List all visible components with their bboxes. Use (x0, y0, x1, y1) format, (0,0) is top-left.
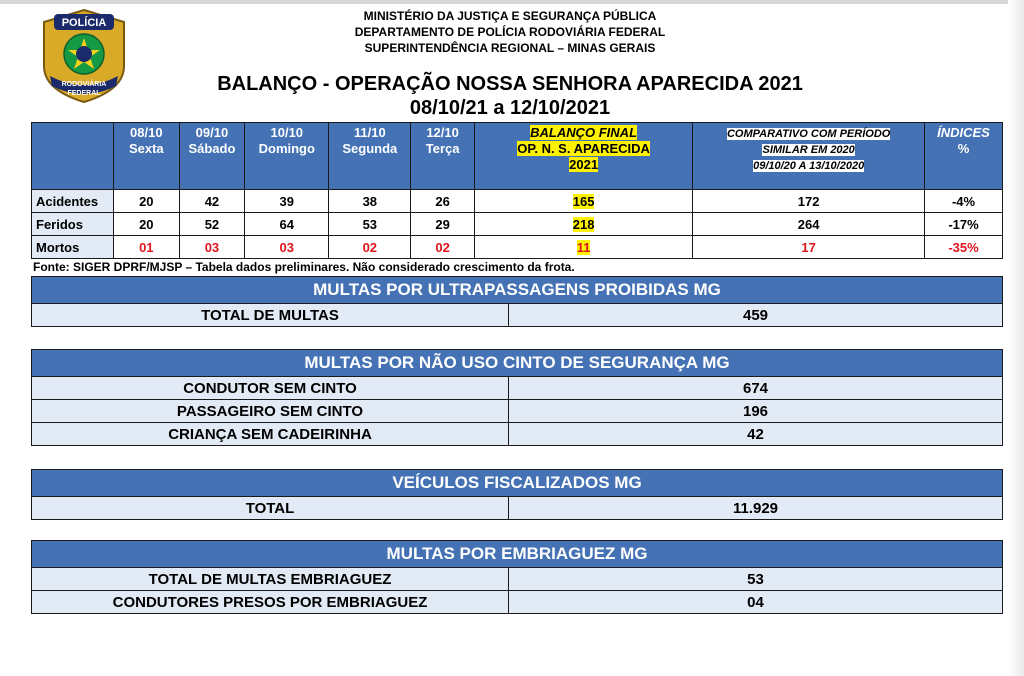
day-value: 38 (329, 190, 411, 213)
day-value: 29 (411, 213, 475, 236)
row-label: PASSAGEIRO SEM CINTO (32, 400, 509, 423)
index-value: -4% (925, 190, 1003, 213)
table-row (32, 591, 1003, 614)
stats-header-row (32, 123, 1003, 190)
table-row (32, 236, 1003, 259)
row-value: 196 (509, 400, 1003, 423)
day-value: 42 (179, 190, 245, 213)
report-title (150, 72, 870, 120)
index-header: ÍNDICES % (925, 123, 1003, 190)
day-value: 64 (245, 213, 329, 236)
row-label: CRIANÇA SEM CADEIRINHA (32, 423, 509, 446)
row-label: TOTAL (32, 497, 509, 520)
header-line-2: DEPARTAMENTO DE POLÍCIA RODOVIÁRIA FEDERAL (354, 25, 666, 39)
table-row (32, 568, 1003, 591)
title-text: BALANÇO - OPERAÇÃO NOSSA SENHORA APARECIDA 2021 (217, 73, 803, 95)
row-label: Mortos (32, 236, 114, 259)
day-value: 20 (114, 190, 180, 213)
day-value: 02 (411, 236, 475, 259)
table-row (32, 400, 1003, 423)
day-header: 11/10 Segunda (329, 123, 411, 190)
table-row (32, 304, 1003, 327)
source-note: Fonte: SIGER DPRF/MJSP – Tabela dados preliminares. Não considerado crescimento da frota. (33, 260, 575, 274)
table-row (32, 497, 1003, 520)
comparison-value: 264 (693, 213, 925, 236)
period-text: 08/10/21 a 12/10/2021 (409, 97, 611, 119)
comparison-header: COMPARATIVO COM PERÍODO SIMILAR EM 2020 09/10/20 A 13/10/2020 (693, 123, 925, 190)
section-title: MULTAS POR EMBRIAGUEZ MG (32, 541, 1003, 568)
section-inspected-vehicles (31, 469, 1003, 520)
prf-badge-logo (40, 8, 128, 104)
day-header: 08/10 Sexta (114, 123, 180, 190)
section-seatbelt-fines (31, 349, 1003, 446)
section-overtaking-fines (31, 276, 1003, 327)
header-line-1: MINISTÉRIO DA JUSTIÇA E SEGURANÇA PÚBLICA (363, 9, 657, 23)
table-row (32, 423, 1003, 446)
day-value: 52 (179, 213, 245, 236)
day-value: 53 (329, 213, 411, 236)
section-drunk-driving-fines (31, 540, 1003, 614)
day-value: 26 (411, 190, 475, 213)
row-value: 42 (509, 423, 1003, 446)
row-label: Feridos (32, 213, 114, 236)
ministry-header (300, 8, 720, 56)
table-row (32, 377, 1003, 400)
day-value: 01 (114, 236, 180, 259)
top-edge (0, 0, 1024, 4)
day-header: 12/10 Terça (411, 123, 475, 190)
comparison-value: 17 (693, 236, 925, 259)
svg-text:FEDERAL: FEDERAL (67, 90, 101, 97)
final-value: 218 (474, 213, 692, 236)
day-header: 10/10 Domingo (245, 123, 329, 190)
header-line-3: SUPERINTENDÊNCIA REGIONAL – MINAS GERAIS (364, 41, 656, 55)
final-value: 165 (474, 190, 692, 213)
row-value: 674 (509, 377, 1003, 400)
comparison-value: 172 (693, 190, 925, 213)
row-label: Acidentes (32, 190, 114, 213)
day-value: 20 (114, 213, 180, 236)
row-label: TOTAL DE MULTAS (32, 304, 509, 327)
row-label: CONDUTORES PRESOS POR EMBRIAGUEZ (32, 591, 509, 614)
row-label: CONDUTOR SEM CINTO (32, 377, 509, 400)
section-title: MULTAS POR ULTRAPASSAGENS PROIBIDAS MG (32, 277, 1003, 304)
daily-stats-table (31, 122, 1003, 259)
day-value: 39 (245, 190, 329, 213)
final-value: 11 (474, 236, 692, 259)
day-value: 03 (179, 236, 245, 259)
day-value: 03 (245, 236, 329, 259)
svg-text:RODOVIÁRIA: RODOVIÁRIA (61, 81, 107, 88)
table-row (32, 190, 1003, 213)
right-edge-shadow (1008, 0, 1024, 676)
section-title: VEÍCULOS FISCALIZADOS MG (32, 470, 1003, 497)
row-value: 04 (509, 591, 1003, 614)
day-header: 09/10 Sábado (179, 123, 245, 190)
row-value: 459 (509, 304, 1003, 327)
svg-text:POLÍCIA: POLÍCIA (61, 17, 107, 29)
day-value: 02 (329, 236, 411, 259)
index-value: -17% (925, 213, 1003, 236)
final-balance-header: BALANÇO FINAL OP. N. S. APARECIDA 2021 (474, 123, 692, 190)
index-value: -35% (925, 236, 1003, 259)
section-title: MULTAS POR NÃO USO CINTO DE SEGURANÇA MG (32, 350, 1003, 377)
corner-cell (32, 123, 114, 190)
row-label: TOTAL DE MULTAS EMBRIAGUEZ (32, 568, 509, 591)
row-value: 11.929 (509, 497, 1003, 520)
table-row (32, 213, 1003, 236)
row-value: 53 (509, 568, 1003, 591)
